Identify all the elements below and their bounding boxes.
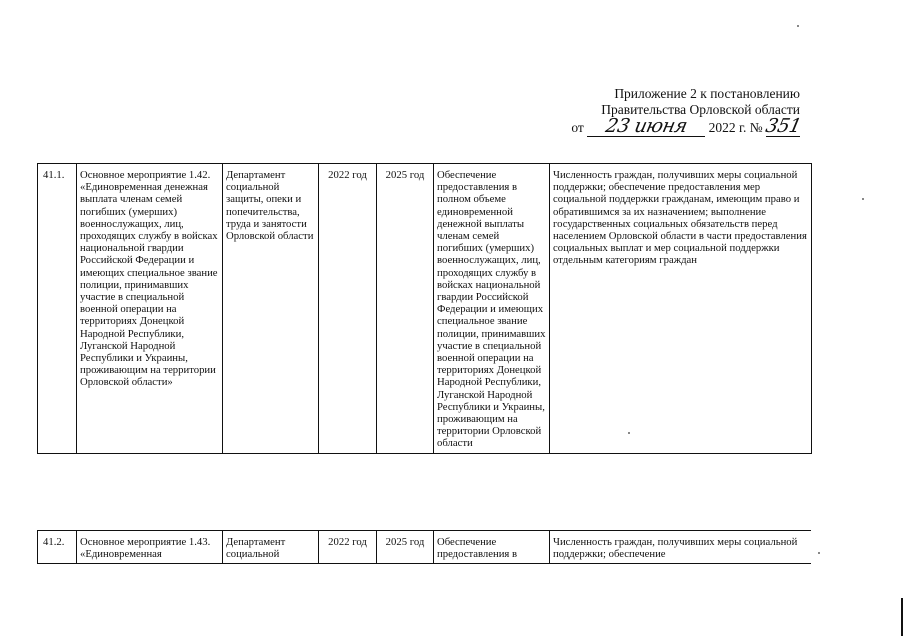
table-row	[38, 164, 812, 454]
indicator-link: Численность граждан, получивших меры социальной поддержки; обеспечение предоставления мер социальной поддержки гражданам, имеющим право и обратившимся за их назначением; выполнение государственных социальных обязательств перед населением Орловской области в части предоставления социальных выплат и мер социальной поддержки отдельным категориям граждан	[550, 164, 812, 454]
event-name: Основное мероприятие 1.42. «Единовременная денежная выплата членам семей погибших (умерших) военнослужащих, лиц, проходящих службу в войсках национальной гвардии Российской Федерации и имеющих специальное звание полиции, принимавших участие в специальной военной операции на территориях Донецкой Народной Республики, Луганской Народной Республики и Украины, проживающим на территории Орловской области»	[77, 164, 223, 454]
appendix-authority: Правительства Орловской области	[601, 102, 800, 117]
responsible-department: Департамент социальной	[223, 531, 319, 564]
table-row	[38, 531, 812, 564]
scan-speck	[628, 432, 630, 434]
date-year: 2022 г. №	[708, 120, 763, 135]
date-prefix: от	[571, 120, 584, 135]
row-number: 41.1.	[38, 164, 77, 454]
expected-result: Обеспечение предоставления в полном объеме единовременной денежной выплаты членам семей погибших (умерших) военнослужащих, лиц, проходящих службу в войсках национальной гвардии Российской Федерации и имеющих специальное звание полиции, принимавших участие в специальной военной операции на территориях Донецкой Народной Республики, Луганской Народной Республики и Украины, проживающим на территории Орловской области	[434, 164, 550, 454]
scan-speck	[862, 198, 864, 200]
table-continuation	[37, 530, 811, 564]
start-year: 2022 год	[319, 531, 377, 564]
measures-table	[37, 163, 812, 454]
scan-speck	[797, 25, 799, 27]
responsible-department: Департамент социальной защиты, опеки и попечительства, труда и занятости Орловской области	[223, 164, 319, 454]
indicator-link: Численность граждан, получивших меры социальной поддержки; обеспечение	[550, 531, 812, 564]
appendix-date-line	[520, 115, 804, 137]
event-name: Основное мероприятие 1.43. «Единовременная	[77, 531, 223, 564]
expected-result: Обеспечение предоставления в	[434, 531, 550, 564]
handwritten-date	[587, 115, 705, 137]
scan-edge-mark	[901, 598, 903, 636]
appendix-header	[520, 86, 804, 137]
handwritten-number-text: 351	[763, 115, 804, 137]
handwritten-number	[763, 115, 804, 137]
end-year: 2025 год	[377, 531, 434, 564]
measures-table-cut	[37, 530, 811, 564]
row-number: 41.2.	[38, 531, 77, 564]
start-year: 2022 год	[319, 164, 377, 454]
scan-speck	[818, 552, 820, 554]
appendix-title: Приложение 2 к постановлению	[614, 86, 800, 101]
end-year: 2025 год	[377, 164, 434, 454]
handwritten-date-text: 23 июня	[603, 115, 689, 137]
